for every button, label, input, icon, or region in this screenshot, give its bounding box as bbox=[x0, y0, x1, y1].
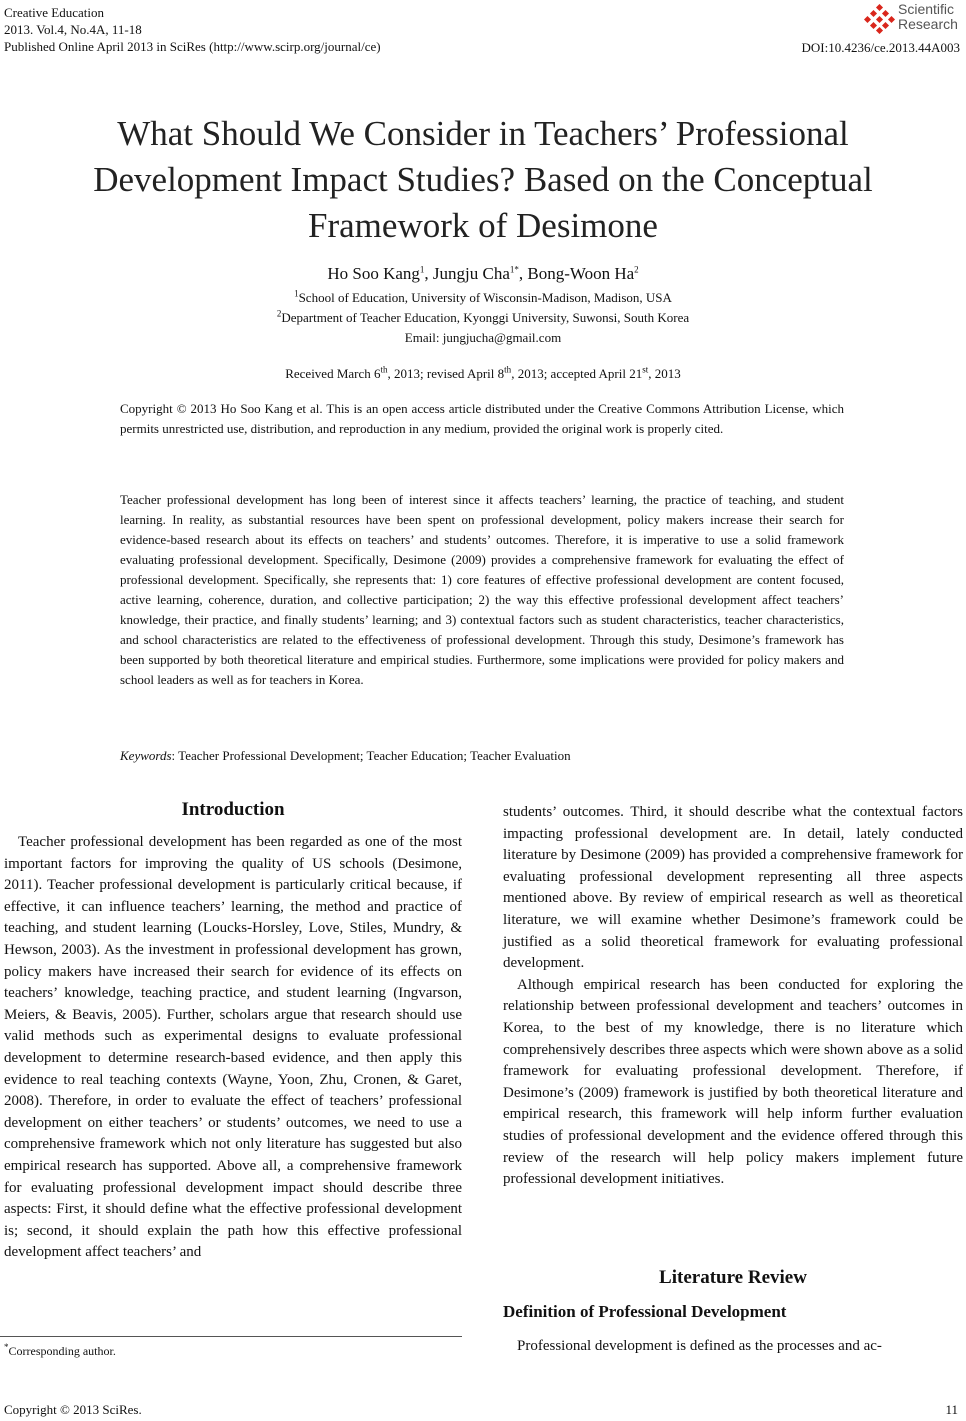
received-dates: Received March 6th, 2013; revised April 8th, 2013; accepted April 21st, 2013 bbox=[285, 364, 681, 381]
affiliation-1: $^1$School of Education, University of Wisconsin-Madison, Madison, USA bbox=[294, 288, 672, 305]
introduction-paragraph: Teacher professional development has been regarded as one of the most important factors for improving the quality of US schools (Desimone, 2011). Teacher professional development is particularly critical because, if effective, it can influence teachers’ learning, the method and practice of teaching, and student learning (Loucks-Horsley, Love, Stiles, Mundry, & Hewson, 2003). As the investment in professional development has grown, policy makers have increased their search for evidence of its effects on teachers’ knowledge, teaching practice, and student learning (Ingvarson, Meiers, & Beavis, 2005). Further, scholars argue that research should use valid methods such as experimental designs to evaluate professional development to determine research-based evidence, and then apply this evidence to real teaching contexts (Wayne, Yoon, Zhu, Cronen, & Garet, 2008). Therefore, in order to evaluate the effect of teachers’ professional development on either teachers’ or students’ outcomes, we need to use a comprehensive framework which not only literature has suggested but also empirical research has supported. Above all, a comprehensive framework for evaluating professional development impact should describe three aspects: First, it should define what the effective professional development is; second, it should explain the path how this effective professional development affect teachers’ and bbox=[4, 834, 462, 1261]
definition-subheading: Definition of Professional Development bbox=[503, 1302, 787, 1321]
author-list: Ho Soo Kang$^1$, Jungju Cha$^{1*}$, Bong-Woon Ha$^2$ bbox=[327, 264, 639, 283]
page-number: 11 bbox=[945, 1402, 958, 1417]
journal-header bbox=[4, 4, 381, 55]
right-paragraph-2: Although empirical research has been conducted for exploring the relationship between professional development and teachers’ outcomes in Korea, to the best of my knowledge, there is no literature which comprehensively describes three aspects which were shown above as a solid framework for evaluating professional development. Therefore, if Desimone’s (2009) framework is justified by both theoretical literature and empirical research, this framework will help inform further evaluation studies of professional development and the evidence offered through this review of the research will help policy makers implement future professional development initiatives. bbox=[503, 976, 963, 1188]
right-paragraph-1: students’ outcomes. Third, it should describe what the contextual factors impacting professional development are. In detail, lately conducted literature by Desimone (2009) has provided a comprehensive framework for evaluating professional development representing all three aspects mentioned above. By review of empirical research as well as theoretical literature, we will examine whether Desimone’s framework could be justified as a solid theoretical framework for evaluating professional development. bbox=[503, 804, 963, 972]
author-2: Jungju Cha bbox=[432, 264, 510, 283]
introduction-heading: Introduction bbox=[181, 799, 285, 820]
logo-diamond-icon bbox=[864, 4, 896, 34]
author-3: Bong-Woon Ha bbox=[527, 264, 635, 283]
keywords-label: Keywords bbox=[120, 748, 172, 763]
footer-copyright: Copyright © 2013 SciRes. bbox=[4, 1402, 142, 1417]
author-1: Ho Soo Kang bbox=[327, 264, 420, 283]
author-email: Email: jungjucha@gmail.com bbox=[404, 330, 562, 345]
journal-volume: 2013. Vol.4, No.4A, 11-18 bbox=[4, 22, 142, 37]
right-column bbox=[503, 802, 963, 1191]
journal-published-line: Published Online April 2013 in SciRes (http://www.scirp.org/journal/ce) bbox=[4, 39, 381, 54]
abstract: Teacher professional development has long been of interest since it affects teachers’ learning, the practice of teaching, and student learning. In reality, as substantial resources have been spent on professional development, policy makers increase their search for evidence-based research about its effects on teachers’ and students’ outcomes. Therefore, it is imperative to use a solid framework evaluating professional development. Specifically, Desimone (2009) provides a comprehensive framework for evaluating the effect of professional development. Specifically, she represents that: 1) core features of effective professional development are content focused, active learning, coherence, duration, and collective participation; 2) the way this effective professional development affect teachers’ knowledge, their practice, and finally students’ learning; and 3) contextual factors such as student characteristics, teacher characteristics, and school characteristics are related to the effectiveness of professional development. Through this study, Desimone’s framework has been supported by both theoretical literature and empirical studies. Furthermore, some implications were provided for policy makers and school leaders as well as for teachers in Korea. bbox=[120, 492, 844, 687]
right-paragraph-3: Professional development is defined as the processes and ac- bbox=[517, 1338, 882, 1354]
affiliation-2: $^2$Department of Teacher Education, Kyonggi University, Suwonsi, South Korea bbox=[276, 308, 690, 325]
logo-text: Scientific Research bbox=[898, 1, 958, 32]
keywords bbox=[120, 746, 844, 766]
license-notice: Copyright © 2013 Ho Soo Kang et al. This is an open access article distributed under the Creative Commons Attribution License, which permits unrestricted use, distribution, and reproduction in any medium, provided the original work is properly cited. bbox=[120, 401, 844, 436]
doi: DOI:10.4236/ce.2013.44A003 bbox=[801, 40, 960, 55]
keywords-text: : Teacher Professional Development; Teacher Education; Teacher Evaluation bbox=[171, 748, 571, 763]
article-title: What Should We Consider in Teachers’ Professional Development Impact Studies? Based on the Conceptual Framework of Desimone bbox=[93, 114, 873, 245]
footnote-divider bbox=[0, 1336, 462, 1337]
scientific-research-logo bbox=[864, 2, 960, 36]
footnote: *Corresponding author. bbox=[4, 1342, 116, 1358]
left-column bbox=[4, 832, 462, 1264]
journal-name: Creative Education bbox=[4, 5, 104, 20]
right-column-continued bbox=[503, 1336, 963, 1358]
literature-review-heading: Literature Review bbox=[659, 1267, 807, 1288]
